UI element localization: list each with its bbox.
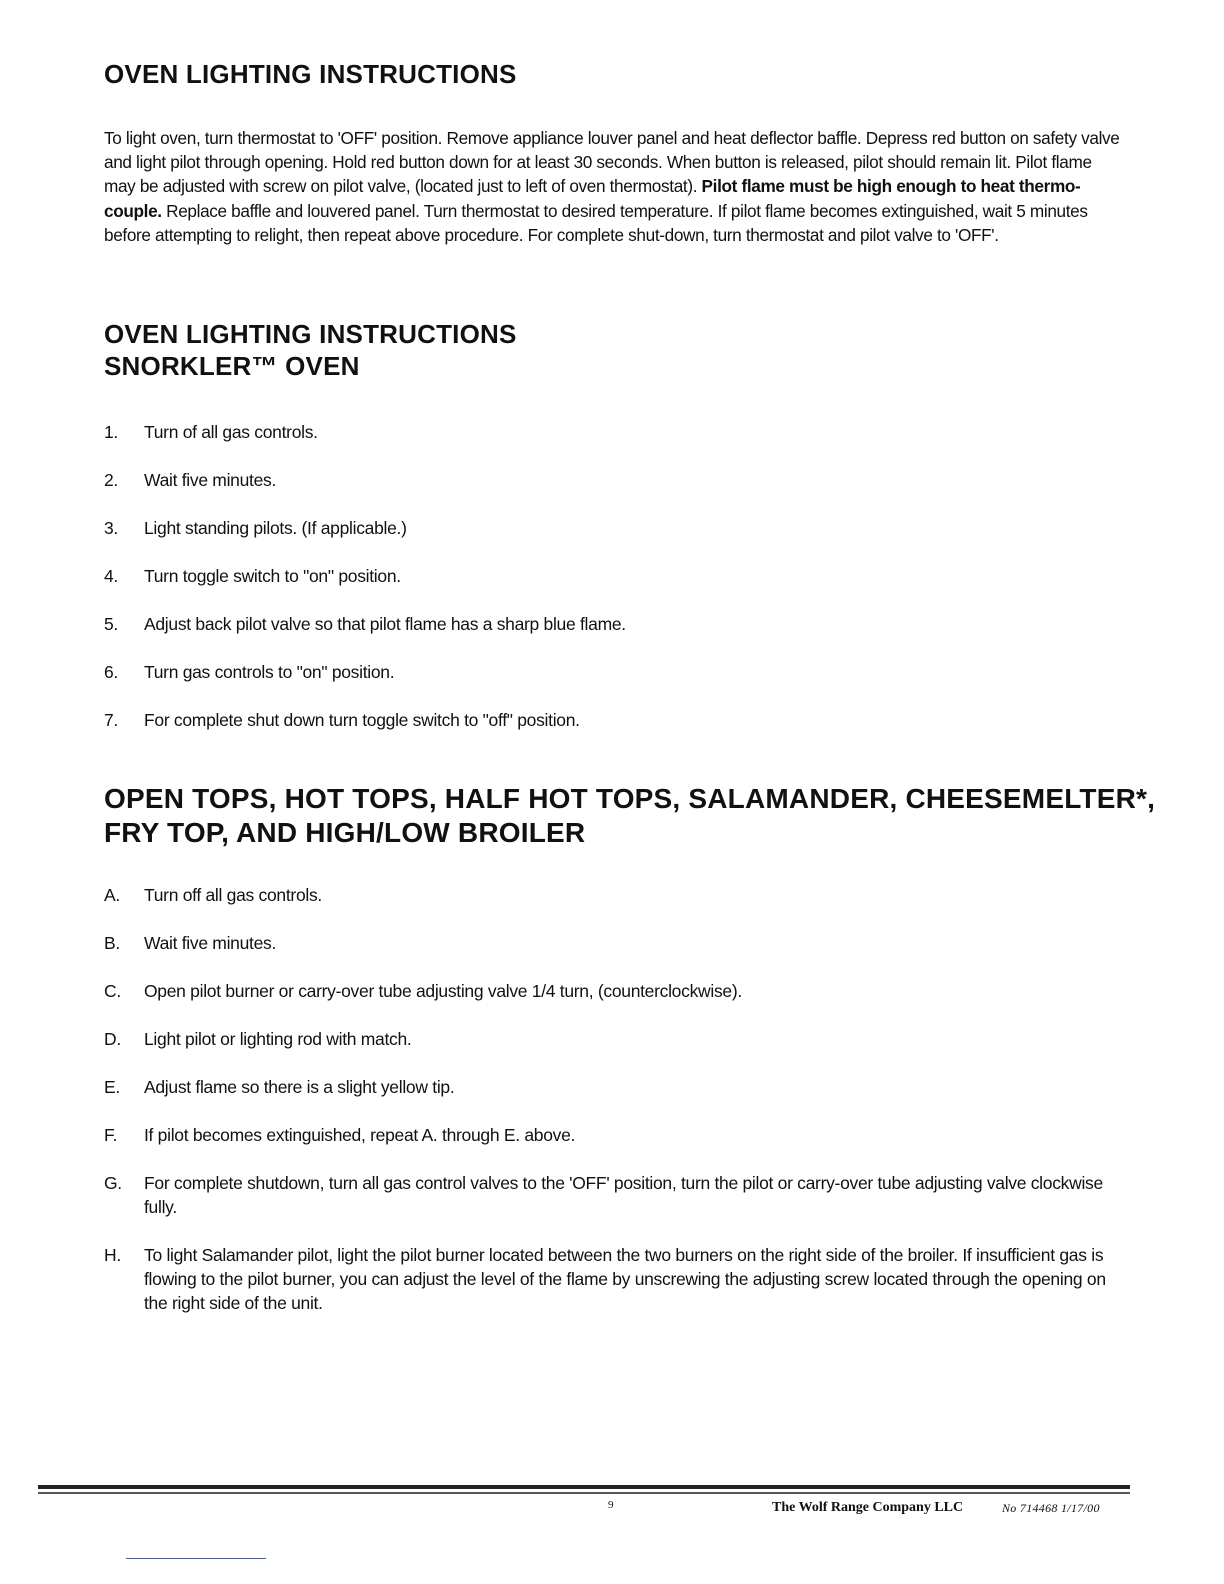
list-item-text: Turn of all gas controls. bbox=[144, 422, 318, 442]
list-item-marker: 5. bbox=[104, 614, 118, 634]
list-item bbox=[104, 979, 1129, 1003]
list-item bbox=[104, 1171, 1129, 1219]
list-item-text: Adjust flame so there is a slight yellow tip. bbox=[144, 1077, 455, 1097]
list-item bbox=[104, 1123, 1129, 1147]
list-item-text: If pilot becomes extinguished, repeat A. through E. above. bbox=[144, 1125, 576, 1145]
section1-heading-block bbox=[104, 58, 517, 90]
list-item bbox=[104, 708, 1129, 732]
section1-paragraph-part1: To light oven, turn thermostat to 'OFF' position. Remove appliance louver panel and heat deflector baffle. Depress red button on safety valve and light pilot through opening. Hold red button down for at least 30 seconds. When button is released, pilot should remain lit. Pilot flame may be adjusted with screw on pilot valve, (located just to left of oven thermostat). bbox=[104, 128, 1120, 197]
section1-paragraph-part2: Replace baffle and louvered panel. Turn thermostat to desired temperature. If pilot flame becomes extinguished, wait 5 minutes before attempting to relight, then repeat above procedure. For complete shut-down, turn thermostat and pilot valve to 'OFF'. bbox=[104, 200, 1088, 245]
list-item-marker: 2. bbox=[104, 470, 118, 490]
list-item-text: Light standing pilots. (If applicable.) bbox=[144, 518, 407, 538]
list-item-marker: 6. bbox=[104, 662, 118, 682]
list-item-marker: E. bbox=[104, 1077, 120, 1097]
section2-heading-line2: SNORKLER™ OVEN bbox=[104, 351, 360, 381]
list-item-text: For complete shut down turn toggle switch to "off" position. bbox=[144, 710, 580, 730]
list-item bbox=[104, 660, 1129, 684]
section3-list bbox=[104, 883, 1129, 1339]
list-item bbox=[104, 564, 1129, 588]
list-item bbox=[104, 1027, 1129, 1051]
list-item-text: Turn toggle switch to "on" position. bbox=[144, 566, 401, 586]
list-item-text: Turn gas controls to "on" position. bbox=[144, 662, 395, 682]
footer-rule-thin bbox=[38, 1492, 1130, 1494]
list-item bbox=[104, 1243, 1129, 1315]
list-item bbox=[104, 468, 1129, 492]
list-item bbox=[104, 516, 1129, 540]
section1-paragraph bbox=[104, 126, 1124, 247]
list-item-marker: 1. bbox=[104, 422, 118, 442]
footer-doc-number: No 714468 1/17/00 bbox=[1002, 1501, 1100, 1515]
list-item-text: Adjust back pilot valve so that pilot flame has a sharp blue flame. bbox=[144, 614, 626, 634]
list-item-marker: G. bbox=[104, 1173, 122, 1193]
list-item-text: Open pilot burner or carry-over tube adjusting valve 1/4 turn, (counterclockwise). bbox=[144, 981, 742, 1001]
list-item bbox=[104, 931, 1129, 955]
list-item bbox=[104, 612, 1129, 636]
footer-rule-thick bbox=[38, 1485, 1130, 1489]
section1-paragraph-bold: Pilot flame must be high enough to heat thermo-couple. bbox=[104, 176, 1081, 221]
section2-heading-block bbox=[104, 318, 517, 382]
section3-heading-block bbox=[104, 782, 1155, 850]
page-number: 9 bbox=[608, 1499, 614, 1511]
list-item-marker: D. bbox=[104, 1029, 121, 1049]
list-item-marker: 3. bbox=[104, 518, 118, 538]
list-item-text: Turn off all gas controls. bbox=[144, 885, 322, 905]
list-item-marker: C. bbox=[104, 981, 121, 1001]
list-item bbox=[104, 883, 1129, 907]
list-item-text: Wait five minutes. bbox=[144, 933, 277, 953]
list-item-marker: 7. bbox=[104, 710, 118, 730]
section1-heading: OVEN LIGHTING INSTRUCTIONS bbox=[104, 59, 517, 89]
list-item-text: Light pilot or lighting rod with match. bbox=[144, 1029, 412, 1049]
list-item bbox=[104, 420, 1129, 444]
list-item bbox=[104, 1075, 1129, 1099]
section3-heading-line1: OPEN TOPS, HOT TOPS, HALF HOT TOPS, SALAMANDER, CHEESEMELTER*, bbox=[104, 783, 1156, 814]
section2-list bbox=[104, 420, 1129, 756]
list-item-marker: F. bbox=[104, 1125, 118, 1145]
section3-heading-line2: FRY TOP, AND HIGH/LOW BROILER bbox=[104, 817, 586, 848]
list-item-marker: B. bbox=[104, 933, 120, 953]
list-item-marker: H. bbox=[104, 1245, 121, 1265]
list-item-text: Wait five minutes. bbox=[144, 470, 277, 490]
footer-company: The Wolf Range Company LLC bbox=[772, 1500, 964, 1515]
list-item-text: To light Salamander pilot, light the pilot burner located between the two burners on the right side of the broiler. If insufficient gas is flowing to the pilot burner, you can adjust the level of the flame by unscrewing the adjusting screw located through the opening on the right side of the unit. bbox=[144, 1245, 1106, 1313]
section2-heading-line1: OVEN LIGHTING INSTRUCTIONS bbox=[104, 319, 517, 349]
list-item-marker: A. bbox=[104, 885, 120, 905]
list-item-text: For complete shutdown, turn all gas control valves to the 'OFF' position, turn the pilot or carry-over tube adjusting valve clockwise fully. bbox=[144, 1173, 1103, 1217]
list-item-marker: 4. bbox=[104, 566, 118, 586]
scan-artifact-line bbox=[126, 1558, 266, 1559]
